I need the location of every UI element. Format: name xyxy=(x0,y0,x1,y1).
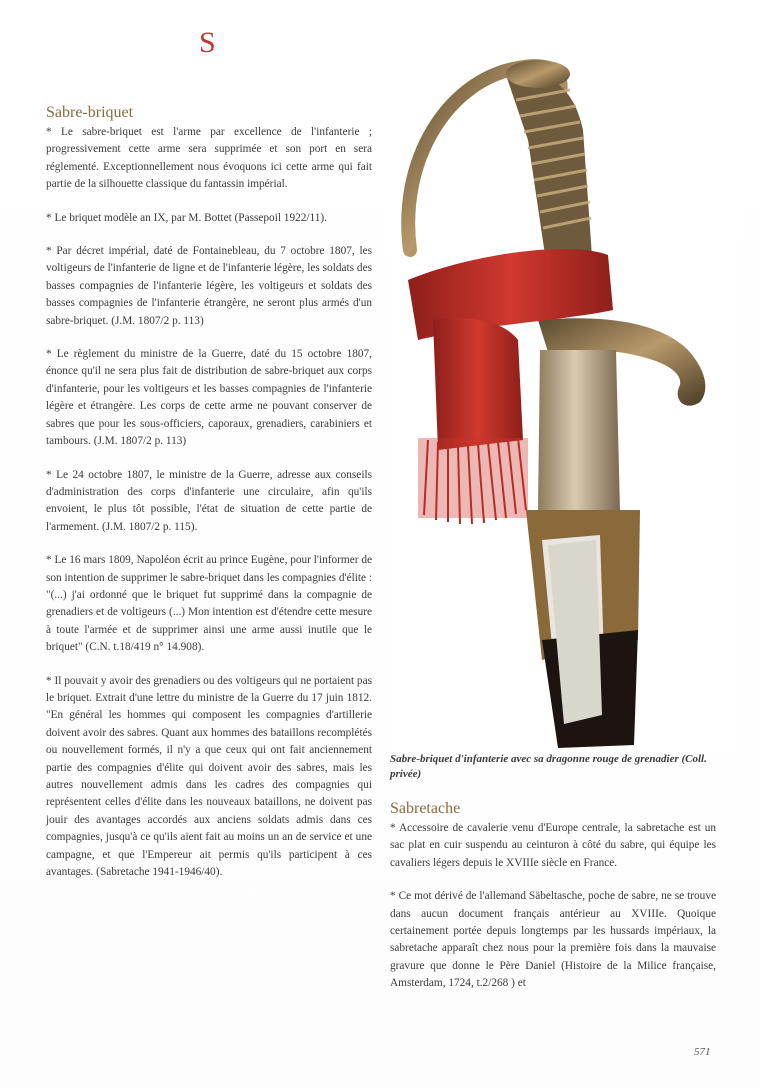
section-letter: S xyxy=(199,26,216,59)
left-paragraph: * Le briquet modèle an IX, par M. Bottet (Passepoil 1922/11). xyxy=(46,211,328,224)
right-column xyxy=(390,800,716,1009)
left-paragraph: * Par décret impérial, daté de Fontainebleau, du 7 octobre 1807, les voltigeurs de l'infanterie de ligne et de l'infanterie légère, les soldats des basses compagnies de l'infanterie légère, les voltigeurs et soldats des basses compagnies de l'infanterie étrangère, ne seront plus armés d'un sabre-briquet. (J.M. 1807/2 p. 113) xyxy=(46,245,372,327)
left-paragraph: * Le sabre-briquet est l'arme par excellence de l'infanterie ; progressivement cette arme sera supprimée et son port en sera réglementé. Exceptionnellement nous évoquons ici cette arme qui fait partie de la silhouette classique du fantassin impérial. xyxy=(46,126,372,191)
right-paragraph: * Accessoire de cavalerie venu d'Europe centrale, la sabretache est un sac plat en cuir suspendu au ceinturon à côté du sabre, qui équipe les cavaliers légers depuis le XVIIIe siècle en France. xyxy=(390,822,716,869)
sabre-photo xyxy=(388,40,740,750)
left-column xyxy=(46,104,372,897)
left-paragraph: * Le règlement du ministre de la Guerre, daté du 15 octobre 1807, énonce qu'il ne sera plus fait de distribution de sabre-briquet aux corps d'infanterie, pour les voltigeurs et les basses compagnies de l'infanterie légère et étrangère. Les corps de cette arme ne pouvant conserver de sabres que pour les sous-officiers, caporaux, grenadiers, carabiniers et tambours. (J.M. 1807/2 p. 113) xyxy=(46,348,372,448)
left-paragraph: * Il pouvait y avoir des grenadiers ou des voltigeurs qui ne portaient pas le briquet. Extrait d'une lettre du ministre de la Guerre du 17 juin 1812. "En général les hommes qui composent les compagnies d'artillerie doivent avoir des sabres. Quant aux hommes des bataillons recomplétés ou nouvellement formés, il n'y a que ceux qui ont fait anciennement partie des compagnies d'élite qui doivent avoir des sabres, mais les autres nouvellement admis dans les cadres des compagnies qui représentent celles d'élite dans les nouveaux bataillons, ne doivent pas jouir des avantages accordés aux anciens soldats admis dans ces compagnies, jusqu'à ce qu'ils aient fait au moins un an de service et une campagne, et que l'Empereur ait permis qu'ils participent à ces avantages. (Sabretache 1941-1946/40). xyxy=(46,674,372,879)
page-number: 571 xyxy=(694,1046,711,1058)
sabre-illustration xyxy=(388,40,740,750)
photo-caption: Sabre-briquet d'infanterie avec sa dragonne rouge de grenadier (Coll. privée) xyxy=(390,753,707,780)
left-paragraph: * Le 24 octobre 1807, le ministre de la Guerre, adresse aux conseils d'administration des corps d'infanterie une circulaire, afin qu'ils envoient, le plus tôt possible, l'état de situation de cette partie de l'armement. (J.M. 1807/2 p. 115). xyxy=(46,468,372,533)
sabre-briquet-heading: Sabre-briquet xyxy=(46,104,134,121)
sabretache-heading: Sabretache xyxy=(390,800,461,817)
left-paragraph: * Le 16 mars 1809, Napoléon écrit au prince Eugène, pour l'informer de son intention de supprimer le sabre-briquet dans les compagnies d'élite : "(...) j'ai ordonné que le briquet fut supprimé dans la compagnie de grenadiers et de voltigeurs (...) Mon intention est d'étendre cette mesure à toute l'armée et de supprimer ainsi une arme aussi inutile que le briquet" (C.N. t.18/419 n° 14.908). xyxy=(46,554,372,654)
right-paragraph: * Ce mot dérivé de l'allemand Säbeltasche, poche de sabre, ne se trouve dans aucun document français antérieur au XVIIIe. Quoique certainement portée depuis longtemps par les hussards impériaux, la sabretache apparaît chez nous pour la première fois dans la mauvaise gravure que donne le Père Daniel (Histoire de la Milice française, Amsterdam, 1724, t.2/268 ) et xyxy=(390,890,716,990)
